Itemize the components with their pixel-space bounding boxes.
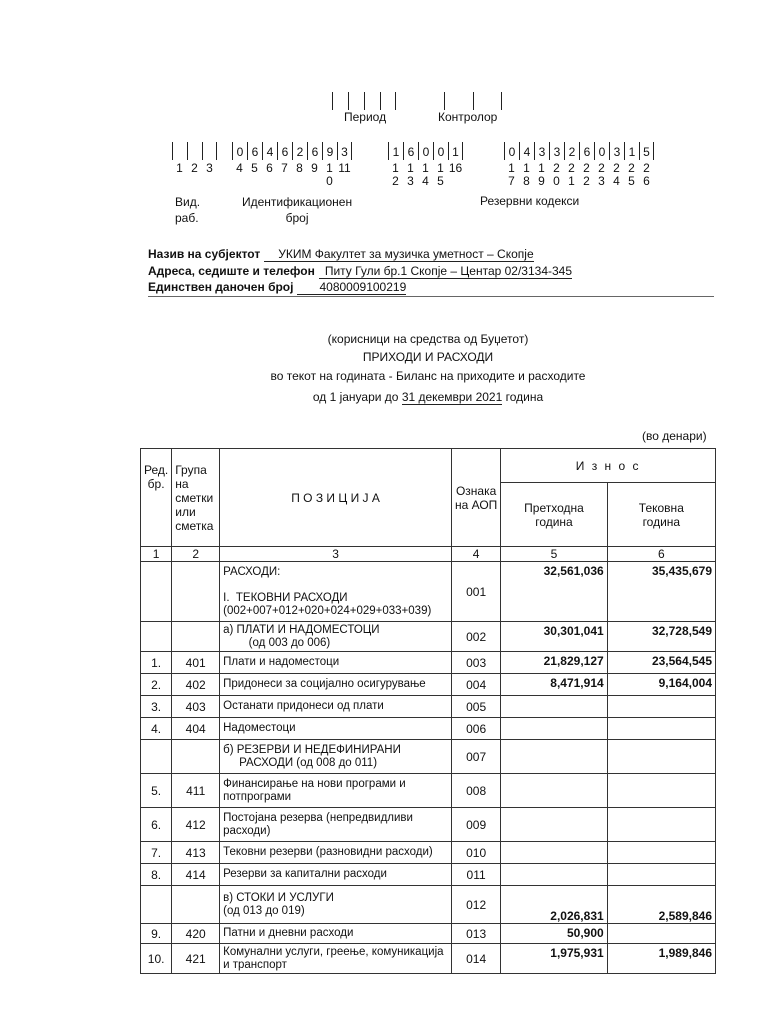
entity-name-value: УКИМ Факултет за музичка уметност – Скопје [264,247,533,262]
reserve-code-boxes-b [504,142,654,160]
code-digit-box: 6 [277,142,292,160]
code-index-label: 3 [206,161,213,175]
code-index-label: 1 0 [326,161,333,188]
report-end-date: 31 декември 2021 [401,390,503,404]
reserve-code-boxes-a [388,142,463,160]
row-number: 5. [141,774,172,808]
previous-year-amount [501,808,607,842]
code-digit-box: 2 [564,142,579,160]
title-line-4-suffix: година [505,390,544,404]
entity-name-row [148,247,534,261]
account-group: 404 [172,718,220,740]
code-index-label: 2 2 [583,161,590,188]
code-index-label: 5 [251,161,258,175]
code-digit-box: 3 [609,142,624,160]
code-index-label: 4 [236,161,243,175]
position-text: а) ПЛАТИ И НАДОМЕСТОЦИ (од 003 до 006) [220,622,452,652]
header-aop: Ознака на АОП [451,449,500,547]
code-digit-box: 6 [579,142,594,160]
position-text: Патни и дневни расходи [220,924,452,944]
id-label: Идентификационен број [242,195,353,225]
table-row [141,886,716,924]
current-year-amount [607,864,715,886]
entity-address-label: Адреса, седиште и телефон [148,264,315,278]
code-index-label: 2 3 [598,161,605,188]
kind-label: Вид. раб. [175,195,201,225]
row-number: 4. [141,718,172,740]
previous-year-amount [501,696,607,718]
position-text: Надоместоци [220,718,452,740]
position-text: Комунални услуги, греење, комуникација и транспорт [220,944,452,974]
column-number: 1 [141,547,172,562]
code-index-label: 2 0 [553,161,560,188]
aop-code: 004 [451,674,500,696]
header-current-year: Тековна година [607,483,715,547]
current-year-amount [607,740,715,774]
header-row-number: Ред. бр. [141,449,172,547]
code-digit-box: 6 [247,142,262,160]
code-index-label: 2 5 [628,161,635,188]
column-number-row [141,547,716,562]
previous-year-amount: 2,026,831 [501,886,607,924]
current-year-amount: 35,435,679 [607,562,715,622]
code-index-label: 7 [281,161,288,175]
table-row [141,774,716,808]
column-number: 2 [172,547,220,562]
account-group: 403 [172,696,220,718]
period-boxes [332,92,396,110]
header-position: П О З И Ц И Ј А [220,449,452,547]
code-digit-box: 6 [403,142,418,160]
position-text: Придонеси за социјално осигурување [220,674,452,696]
position-text: в) СТОКИ И УСЛУГИ (од 013 до 019) [220,886,452,924]
account-group: 402 [172,674,220,696]
income-expense-table [140,448,716,974]
aop-code: 011 [451,864,500,886]
account-group [172,886,220,924]
row-number [141,562,172,622]
title-line-1: (корисници на средства од Буџетот) [327,332,529,346]
current-year-amount: 32,728,549 [607,622,715,652]
header-previous-year: Претходна година [501,483,607,547]
current-year-amount [607,774,715,808]
code-index-label: 16 [448,161,463,175]
controller-boxes [444,92,502,110]
position-text: Резерви за капитални расходи [220,864,452,886]
code-digit-box: 3 [337,142,352,160]
entity-divider [148,296,714,297]
row-number: 10. [141,944,172,974]
current-year-amount: 1,989,846 [607,944,715,974]
aop-code: 007 [451,740,500,774]
code-digit-box: 0 [232,142,247,160]
code-index-label: 8 [296,161,303,175]
column-number: 5 [501,547,607,562]
previous-year-amount: 8,471,914 [501,674,607,696]
aop-code: 014 [451,944,500,974]
previous-year-amount [501,774,607,808]
code-digit-box: 3 [549,142,564,160]
id-number-boxes [232,142,352,160]
aop-code: 010 [451,842,500,864]
position-text: Тековни резерви (разновидни расходи) [220,842,452,864]
header-amount: И з н о с [501,449,716,483]
currency-note: (во денари) [642,429,707,443]
aop-code: 002 [451,622,500,652]
position-text: б) РЕЗЕРВИ И НЕДЕФИНИРАНИ РАСХОДИ (од 008 до 011) [220,740,452,774]
title-line-4 [140,390,716,404]
title-line-3: во текот на годината - Биланс на приходите и расходите [270,369,586,383]
code-digit-box: 0 [418,142,433,160]
account-group: 411 [172,774,220,808]
code-index-label: 9 [311,161,318,175]
aop-code: 009 [451,808,500,842]
table-row [141,562,716,622]
code-digit-box: 2 [292,142,307,160]
row-number: 9. [141,924,172,944]
previous-year-amount: 21,829,127 [501,652,607,674]
code-digit-box: 9 [322,142,337,160]
table-row [141,842,716,864]
code-index-label: 1 5 [437,161,444,188]
current-year-amount [607,718,715,740]
aop-code: 013 [451,924,500,944]
position-text: Плати и надоместоци [220,652,452,674]
reserve-label: Резервни кодекси [480,194,580,208]
current-year-amount: 23,564,545 [607,652,715,674]
entity-tax-label: Единствен даночен број [148,280,294,294]
previous-year-amount [501,740,607,774]
code-digit-box: 1 [448,142,463,160]
row-number: 1. [141,652,172,674]
position-text: РАСХОДИ: I. ТЕКОВНИ РАСХОДИ (002+007+012+020+024+029+033+039) [220,562,452,622]
code-digit-box: 0 [433,142,448,160]
row-number: 6. [141,808,172,842]
code-index-label: 1 4 [422,161,429,188]
aop-code: 001 [451,562,500,622]
code-digit-box: 1 [388,142,403,160]
code-index-label: 11 [338,161,351,175]
row-number: 8. [141,864,172,886]
account-group [172,622,220,652]
row-number: 3. [141,696,172,718]
entity-tax-value: 4080009100219 [297,280,406,295]
row-number: 7. [141,842,172,864]
entity-address-row [148,264,572,278]
account-group: 412 [172,808,220,842]
previous-year-amount: 50,900 [501,924,607,944]
code-digit-box: 5 [639,142,654,160]
code-index-label: 6 [266,161,273,175]
position-text: Финансирање на нови програми и потпрограми [220,774,452,808]
column-number: 3 [220,547,452,562]
code-digit-box: 3 [534,142,549,160]
row-number [141,622,172,652]
table-row [141,652,716,674]
table-row [141,740,716,774]
account-group: 401 [172,652,220,674]
current-year-amount: 2,589,846 [607,886,715,924]
code-index-label: 1 7 [508,161,515,188]
previous-year-amount: 32,561,036 [501,562,607,622]
table-row [141,696,716,718]
account-group: 413 [172,842,220,864]
aop-code: 006 [451,718,500,740]
previous-year-amount: 1,975,931 [501,944,607,974]
code-digit-box: 1 [624,142,639,160]
code-digit-box: 4 [262,142,277,160]
title-line-4-prefix: од 1 јануари до [312,390,399,404]
current-year-amount: 9,164,004 [607,674,715,696]
table-row [141,944,716,974]
header-account-group: Група на сметки или сметка [172,449,220,547]
controller-label: Контролор [438,110,498,124]
account-group [172,740,220,774]
position-text: Останати придонеси од плати [220,696,452,718]
code-index-label: 1 [176,161,183,175]
aop-code: 003 [451,652,500,674]
table-row [141,808,716,842]
previous-year-amount [501,864,607,886]
row-number: 2. [141,674,172,696]
account-group [172,562,220,622]
current-year-amount [607,842,715,864]
aop-code: 005 [451,696,500,718]
previous-year-amount: 30,301,041 [501,622,607,652]
aop-code: 012 [451,886,500,924]
table-row [141,718,716,740]
entity-name-label: Назив на субјектот [148,247,261,261]
code-index-label: 2 [191,161,198,175]
table-row [141,674,716,696]
code-index-label: 1 2 [392,161,399,188]
code-digit-box: 0 [594,142,609,160]
entity-tax-row [148,280,406,294]
current-year-amount [607,808,715,842]
row-number [141,886,172,924]
column-number: 6 [607,547,715,562]
account-group: 420 [172,924,220,944]
position-text: Постојана резерва (непредвидливи расходи) [220,808,452,842]
code-digit-box: 4 [519,142,534,160]
code-index-label: 1 3 [407,161,414,188]
kind-boxes [172,142,217,160]
period-label: Период [344,110,387,124]
previous-year-amount [501,842,607,864]
code-index-label: 2 6 [643,161,650,188]
account-group: 421 [172,944,220,974]
table-row [141,864,716,886]
column-number: 4 [451,547,500,562]
code-index-label: 1 9 [538,161,545,188]
title-line-2: ПРИХОДИ И РАСХОДИ [362,350,494,364]
account-group: 414 [172,864,220,886]
code-index-label: 2 1 [568,161,575,188]
previous-year-amount [501,718,607,740]
code-index-label: 2 4 [613,161,620,188]
table-row [141,622,716,652]
code-digit-box: 6 [307,142,322,160]
code-digit-box: 0 [504,142,519,160]
table-row [141,924,716,944]
aop-code: 008 [451,774,500,808]
row-number [141,740,172,774]
current-year-amount [607,924,715,944]
entity-address-value: Питу Гули бр.1 Скопје – Центар 02/3134-345 [319,264,572,279]
current-year-amount [607,696,715,718]
code-index-label: 1 8 [523,161,530,188]
